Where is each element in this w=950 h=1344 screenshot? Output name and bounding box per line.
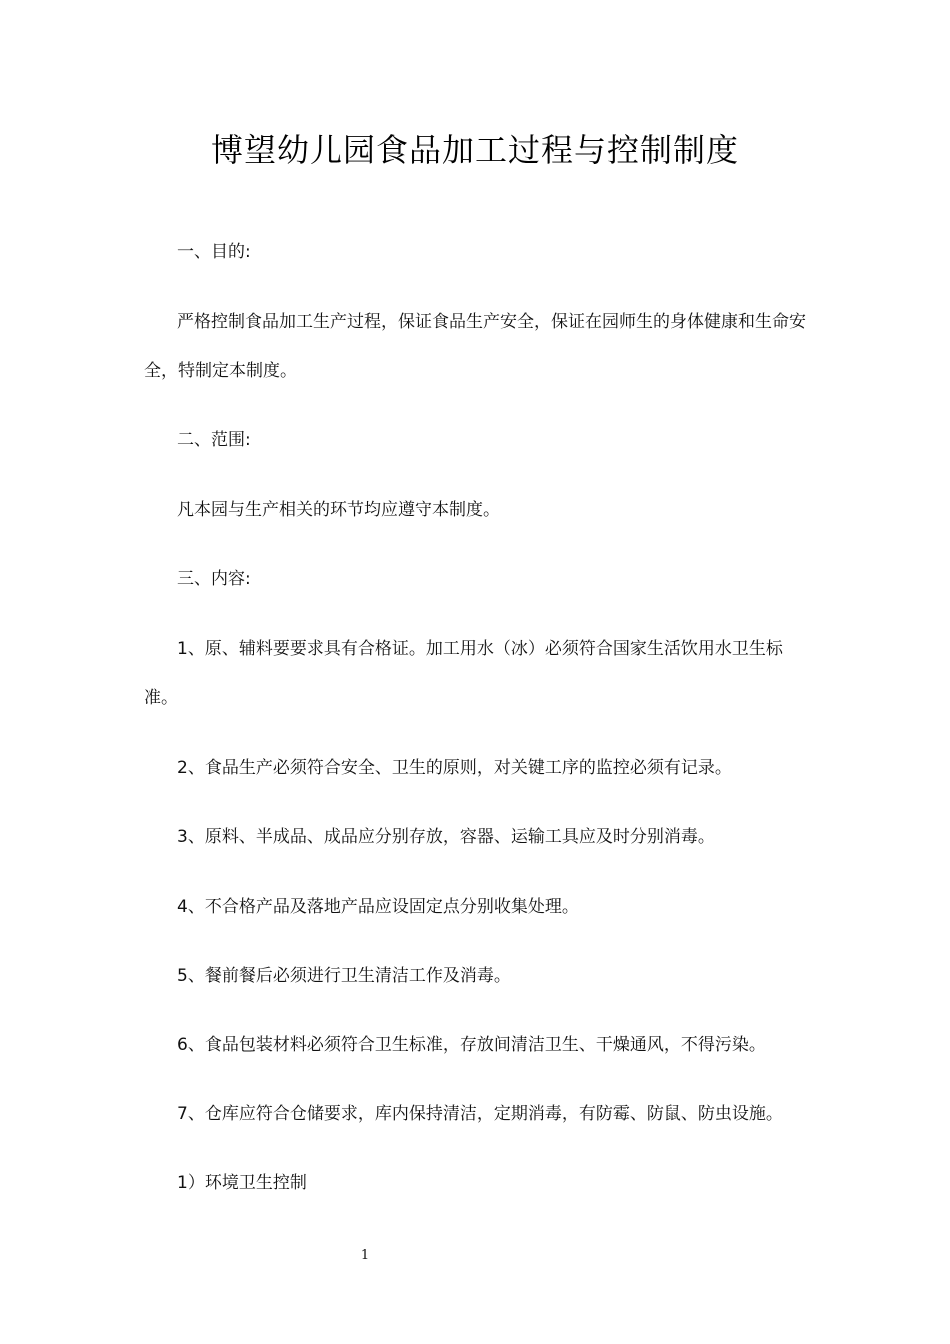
document-title: 博望幼儿园食品加工过程与控制制度 (210, 131, 739, 169)
list-item-2: 2、食品生产必须符合安全、卫生的原则，对关键工序的监控必须有记录。 (177, 758, 732, 778)
list-item-1-line-2: 准。 (144, 688, 178, 708)
list-item-4: 4、不合格产品及落地产品应设固定点分别收集处理。 (177, 897, 579, 917)
scope-heading: 二、范围: (177, 430, 251, 450)
sub-heading: 1）环境卫生控制 (177, 1173, 307, 1193)
scope-text: 凡本园与生产相关的环节均应遵守本制度。 (177, 500, 500, 520)
content-heading: 三、内容: (177, 569, 251, 589)
purpose-heading: 一、目的: (177, 242, 251, 262)
list-item-5: 5、餐前餐后必须进行卫生清洁工作及消毒。 (177, 966, 511, 986)
list-item-3: 3、原料、半成品、成品应分别存放，容器、运输工具应及时分别消毒。 (177, 827, 715, 847)
list-item-1-line-1: 1、原、辅料要要求具有合格证。加工用水（冰）必须符合国家生活饮用水卫生标 (177, 639, 783, 659)
page-number: 1 (360, 1248, 370, 1263)
purpose-text-line-1: 严格控制食品加工生产过程，保证食品生产安全，保证在园师生的身体健康和生命安 (177, 312, 806, 332)
list-item-6: 6、食品包装材料必须符合卫生标准，存放间清洁卫生、干燥通风，不得污染。 (177, 1035, 766, 1055)
list-item-7: 7、仓库应符合仓储要求，库内保持清洁，定期消毒，有防霉、防鼠、防虫设施。 (177, 1104, 783, 1124)
purpose-text-line-2: 全，特制定本制度。 (144, 361, 297, 381)
